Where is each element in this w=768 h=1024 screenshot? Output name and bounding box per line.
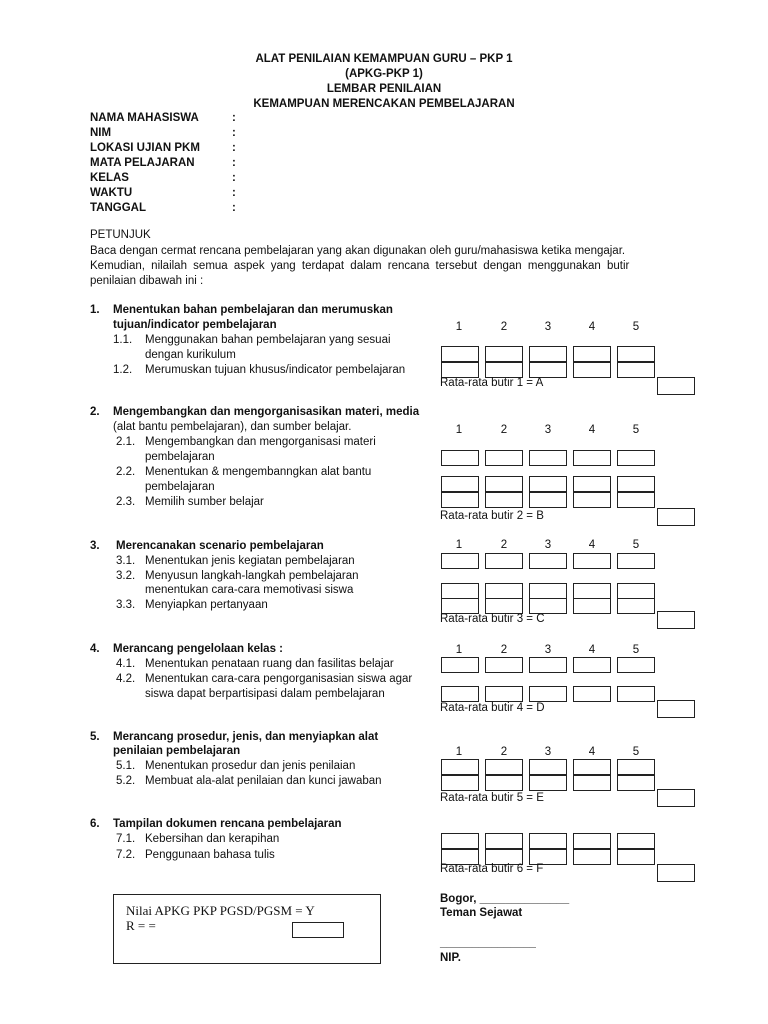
item-number: 2.1. bbox=[116, 436, 136, 448]
instructions-text: penilaian dibawah ini : bbox=[90, 275, 204, 287]
score-box[interactable] bbox=[617, 849, 655, 865]
item-text: pembelajaran bbox=[145, 481, 215, 493]
score-box[interactable] bbox=[573, 759, 611, 775]
identity-colon: : bbox=[232, 142, 236, 154]
score-box[interactable] bbox=[485, 686, 523, 702]
item-text: Merumuskan tujuan khusus/indicator pembelajaran bbox=[145, 364, 406, 376]
scale-label: 2 bbox=[500, 321, 508, 333]
score-box[interactable] bbox=[441, 598, 479, 614]
scale-label: 1 bbox=[455, 644, 463, 656]
scale-label: 4 bbox=[588, 644, 596, 656]
score-box[interactable] bbox=[441, 346, 479, 362]
item-text: Menyiapkan pertanyaan bbox=[145, 599, 268, 611]
item-number: 7.2. bbox=[116, 849, 136, 861]
score-box[interactable] bbox=[529, 346, 567, 362]
average-label: Rata-rata butir 1 = A bbox=[440, 377, 544, 389]
item-text: Menentukan penataan ruang dan fasilitas belajar bbox=[145, 658, 394, 670]
form-subtitle: LEMBAR PENILAIAN bbox=[326, 83, 442, 95]
score-box[interactable] bbox=[441, 492, 479, 508]
signature-line: _______________ bbox=[440, 937, 536, 949]
item-text: Kebersihan dan kerapihan bbox=[145, 833, 280, 845]
average-label: Rata-rata butir 4 = D bbox=[440, 702, 545, 714]
score-box[interactable] bbox=[441, 476, 479, 492]
scale-label: 2 bbox=[500, 746, 508, 758]
scale-label: 4 bbox=[588, 321, 596, 333]
score-box[interactable] bbox=[573, 583, 611, 599]
average-label: Rata-rata butir 6 = F bbox=[440, 863, 544, 875]
item-text: siswa dapat berpartisipasi dalam pembelajaran bbox=[145, 688, 385, 700]
score-box[interactable] bbox=[529, 759, 567, 775]
score-box[interactable] bbox=[485, 583, 523, 599]
item-number: 5.1. bbox=[116, 760, 136, 772]
score-box[interactable] bbox=[529, 450, 567, 466]
score-box[interactable] bbox=[617, 362, 655, 378]
scale-label: 5 bbox=[632, 424, 640, 436]
score-box[interactable] bbox=[573, 476, 611, 492]
scale-label: 4 bbox=[588, 746, 596, 758]
final-score-input[interactable] bbox=[292, 922, 344, 938]
section-title: Mengembangkan dan mengorganisasikan materi, media bbox=[113, 406, 420, 418]
score-box[interactable] bbox=[485, 598, 523, 614]
section-number: 6. bbox=[90, 818, 100, 830]
instructions-text: Baca dengan cermat rencana pembelajaran yang akan digunakan oleh guru/mahasiswa ketika mengajar. bbox=[90, 245, 626, 257]
score-box[interactable] bbox=[617, 583, 655, 599]
section-number: 5. bbox=[90, 731, 100, 743]
score-box[interactable] bbox=[573, 657, 611, 673]
identity-colon: : bbox=[232, 202, 236, 214]
score-box[interactable] bbox=[573, 833, 611, 849]
score-box[interactable] bbox=[529, 492, 567, 508]
score-box[interactable] bbox=[485, 657, 523, 673]
section-title: (alat bantu pembelajaran), dan sumber belajar. bbox=[113, 421, 352, 433]
score-box[interactable] bbox=[441, 775, 479, 791]
item-text: Mengembangkan dan mengorganisasi materi bbox=[145, 436, 376, 448]
form-code: (APKG-PKP 1) bbox=[345, 68, 423, 80]
scale-label: 4 bbox=[588, 539, 596, 551]
item-text: pembelajaran bbox=[145, 451, 215, 463]
score-box[interactable] bbox=[529, 598, 567, 614]
score-box[interactable] bbox=[485, 346, 523, 362]
instructions-text: Kemudian, nilailah semua aspek yang terdapat dalam rencana tersebut dengan menggunakan butir bbox=[90, 260, 630, 272]
score-box[interactable] bbox=[485, 362, 523, 378]
score-box[interactable] bbox=[529, 476, 567, 492]
signature-role: Teman Sejawat bbox=[440, 907, 523, 919]
section-number: 4. bbox=[90, 643, 100, 655]
score-box[interactable] bbox=[529, 583, 567, 599]
scale-label: 2 bbox=[500, 644, 508, 656]
score-box[interactable] bbox=[573, 362, 611, 378]
average-label: Rata-rata butir 2 = B bbox=[440, 510, 544, 522]
item-text: Memilih sumber belajar bbox=[145, 496, 264, 508]
identity-colon: : bbox=[232, 172, 236, 184]
average-box[interactable] bbox=[657, 377, 695, 395]
identity-label: NAMA MAHASISWA bbox=[90, 112, 199, 124]
identity-label: MATA PELAJARAN bbox=[90, 157, 195, 169]
score-box[interactable] bbox=[441, 362, 479, 378]
item-number: 3.3. bbox=[116, 599, 136, 611]
average-box[interactable] bbox=[657, 864, 695, 882]
score-box[interactable] bbox=[573, 492, 611, 508]
scale-label: 3 bbox=[544, 644, 552, 656]
identity-label: LOKASI UJIAN PKM bbox=[90, 142, 200, 154]
final-score-formula: R = = bbox=[126, 918, 156, 933]
score-box[interactable] bbox=[573, 849, 611, 865]
item-number: 1.2. bbox=[113, 364, 133, 376]
instructions-heading: PETUNJUK bbox=[90, 229, 151, 241]
item-text: Membuat ala-alat penilaian dan kunci jawaban bbox=[145, 775, 382, 787]
score-box[interactable] bbox=[485, 492, 523, 508]
scale-label: 1 bbox=[455, 424, 463, 436]
scale-label: 5 bbox=[632, 746, 640, 758]
scale-label: 1 bbox=[455, 746, 463, 758]
score-box[interactable] bbox=[573, 450, 611, 466]
average-label: Rata-rata butir 5 = E bbox=[440, 792, 544, 804]
scale-label: 3 bbox=[544, 539, 552, 551]
section-number: 1. bbox=[90, 304, 100, 316]
section-title: Merencanakan scenario pembelajaran bbox=[116, 540, 324, 552]
section-title: Tampilan dokumen rencana pembelajaran bbox=[113, 818, 342, 830]
score-box[interactable] bbox=[573, 598, 611, 614]
item-number: 3.2. bbox=[116, 570, 136, 582]
item-text: Penggunaan bahasa tulis bbox=[145, 849, 275, 861]
scale-label: 5 bbox=[632, 321, 640, 333]
score-box[interactable] bbox=[617, 450, 655, 466]
identity-colon: : bbox=[232, 157, 236, 169]
score-box[interactable] bbox=[617, 833, 655, 849]
score-box[interactable] bbox=[441, 450, 479, 466]
item-number: 2.3. bbox=[116, 496, 136, 508]
item-text: dengan kurikulum bbox=[145, 349, 236, 361]
scale-label: 2 bbox=[500, 424, 508, 436]
signature-place-date: Bogor, ______________ bbox=[440, 893, 570, 905]
score-box[interactable] bbox=[573, 686, 611, 702]
score-box[interactable] bbox=[485, 476, 523, 492]
score-box[interactable] bbox=[617, 492, 655, 508]
section-title: Menentukan bahan pembelajaran dan merumuskan bbox=[113, 304, 393, 316]
section-title: Merancang pengelolaan kelas : bbox=[113, 643, 284, 655]
average-box[interactable] bbox=[657, 700, 695, 718]
item-number: 2.2. bbox=[116, 466, 136, 478]
score-box[interactable] bbox=[485, 833, 523, 849]
section-title: Merancang prosedur, jenis, dan menyiapkan alat bbox=[113, 731, 379, 743]
score-box[interactable] bbox=[485, 553, 523, 569]
section-number: 3. bbox=[90, 540, 100, 552]
scale-label: 4 bbox=[588, 424, 596, 436]
item-number: 4.2. bbox=[116, 673, 136, 685]
score-box[interactable] bbox=[441, 686, 479, 702]
score-box[interactable] bbox=[441, 759, 479, 775]
identity-label: NIM bbox=[90, 127, 112, 139]
scale-label: 1 bbox=[455, 539, 463, 551]
form-title: ALAT PENILAIAN KEMAMPUAN GURU – PKP 1 bbox=[255, 53, 513, 65]
score-box[interactable] bbox=[617, 686, 655, 702]
average-box[interactable] bbox=[657, 789, 695, 807]
score-box[interactable] bbox=[617, 598, 655, 614]
item-text: Menentukan & mengembanngkan alat bantu bbox=[145, 466, 372, 478]
scale-label: 5 bbox=[632, 539, 640, 551]
scale-label: 3 bbox=[544, 424, 552, 436]
section-title: penilaian pembelajaran bbox=[113, 745, 241, 757]
score-box[interactable] bbox=[617, 476, 655, 492]
score-box[interactable] bbox=[441, 583, 479, 599]
score-box[interactable] bbox=[617, 553, 655, 569]
scale-label: 3 bbox=[544, 746, 552, 758]
score-box[interactable] bbox=[529, 686, 567, 702]
score-box[interactable] bbox=[441, 833, 479, 849]
identity-label: WAKTU bbox=[90, 187, 133, 199]
scale-label: 5 bbox=[632, 644, 640, 656]
item-number: 7.1. bbox=[116, 833, 136, 845]
score-box[interactable] bbox=[617, 657, 655, 673]
item-text: Menggunakan bahan pembelajaran yang sesuai bbox=[145, 334, 391, 346]
scale-label: 1 bbox=[455, 321, 463, 333]
item-number: 4.1. bbox=[116, 658, 136, 670]
identity-colon: : bbox=[232, 127, 236, 139]
score-box[interactable] bbox=[485, 450, 523, 466]
identity-colon: : bbox=[232, 187, 236, 199]
identity-label: TANGGAL bbox=[90, 202, 147, 214]
section-title: tujuan/indicator pembelajaran bbox=[113, 319, 277, 331]
score-box[interactable] bbox=[573, 553, 611, 569]
item-text: menentukan cara-cara memotivasi siswa bbox=[145, 584, 354, 596]
identity-colon: : bbox=[232, 112, 236, 124]
score-box[interactable] bbox=[529, 362, 567, 378]
item-text: Menentukan prosedur dan jenis penilaian bbox=[145, 760, 356, 772]
average-box[interactable] bbox=[657, 508, 695, 526]
score-box[interactable] bbox=[617, 759, 655, 775]
section-number: 2. bbox=[90, 406, 100, 418]
score-box[interactable] bbox=[529, 553, 567, 569]
identity-label: KELAS bbox=[90, 172, 129, 184]
final-score-label: Nilai APKG PKP PGSD/PGSM = Y bbox=[126, 903, 315, 918]
item-text: Menyusun langkah-langkah pembelajaran bbox=[145, 570, 359, 582]
score-box[interactable] bbox=[441, 553, 479, 569]
item-number: 1.1. bbox=[113, 334, 133, 346]
score-box[interactable] bbox=[441, 657, 479, 673]
item-text: Menentukan jenis kegiatan pembelajaran bbox=[145, 555, 355, 567]
signature-nip: NIP. bbox=[440, 952, 461, 964]
score-box[interactable] bbox=[529, 833, 567, 849]
form-topic: KEMAMPUAN MERENCAKAN PEMBELAJARAN bbox=[253, 98, 515, 110]
item-number: 3.1. bbox=[116, 555, 136, 567]
item-text: Menentukan cara-cara pengorganisasian siswa agar bbox=[145, 673, 413, 685]
final-score-box bbox=[113, 894, 381, 964]
scale-label: 2 bbox=[500, 539, 508, 551]
score-box[interactable] bbox=[617, 775, 655, 791]
score-box[interactable] bbox=[529, 657, 567, 673]
item-number: 5.2. bbox=[116, 775, 136, 787]
average-label: Rata-rata butir 3 = C bbox=[440, 613, 545, 625]
score-box[interactable] bbox=[485, 775, 523, 791]
score-box[interactable] bbox=[617, 346, 655, 362]
score-box[interactable] bbox=[485, 759, 523, 775]
score-box[interactable] bbox=[573, 346, 611, 362]
score-box[interactable] bbox=[529, 775, 567, 791]
average-box[interactable] bbox=[657, 611, 695, 629]
score-box[interactable] bbox=[573, 775, 611, 791]
scale-label: 3 bbox=[544, 321, 552, 333]
